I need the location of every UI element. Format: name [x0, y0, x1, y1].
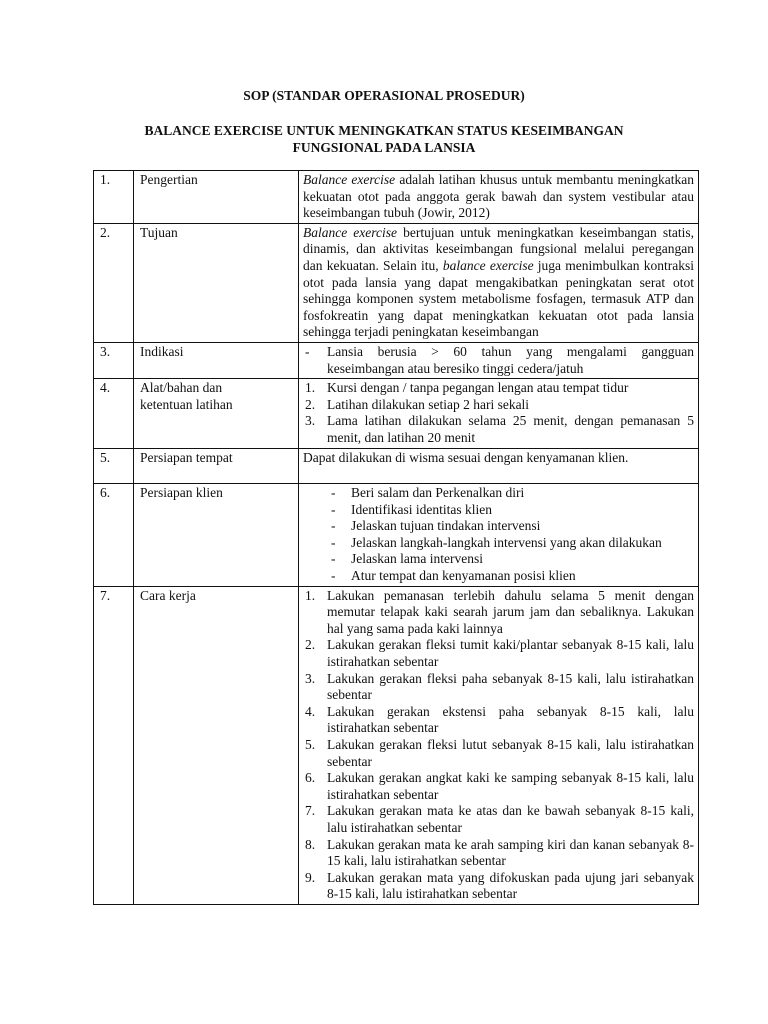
- list-item: [303, 344, 694, 377]
- list-item: [303, 770, 694, 803]
- cara-kerja-list: [303, 588, 694, 903]
- subtitle-line-1: BALANCE EXERCISE UNTUK MENINGKATKAN STATUS KESEIMBANGAN: [144, 123, 624, 138]
- list-item: [303, 502, 694, 519]
- list-item-text: Atur tempat dan kenyamanan posisi klien: [351, 568, 576, 584]
- row-label: Indikasi: [134, 342, 299, 378]
- list-number: 2.: [305, 637, 316, 653]
- list-item-text: Lakukan gerakan fleksi tumit kaki/plantar sebanyak 8-15 kali, lalu istirahatkan sebentar: [327, 637, 694, 670]
- dash-marker: -: [331, 534, 336, 550]
- content-text: juga menimbulkan kontraksi otot pada lansia yang dapat mengakibatkan peningkatan serat otot sehingga komponen system metabolisme fosfagen, termasuk ATP dan fosfokreatin yang dapat meningkatkan kekuatan otot pada lansia sehingga terjadi peningkatan keseimbangan: [303, 257, 694, 340]
- table-row: [94, 342, 699, 378]
- row-number: 2.: [94, 223, 134, 342]
- dash-marker: -: [331, 518, 336, 534]
- dash-marker: -: [331, 568, 336, 584]
- content-text: adalah latihan khusus untuk membantu meningkatkan kekuatan otot pada anggota gerak bawah dan system vestibular atau keseimbangan tubuh (Jowir, 2012): [303, 172, 695, 221]
- list-item-text: Lakukan gerakan angkat kaki ke samping sebanyak 8-15 kali, lalu istirahatkan sebentar: [327, 770, 694, 802]
- subtitle-line-2: FUNGSIONAL PADA LANSIA: [292, 140, 476, 155]
- list-item-text: Jelaskan lama intervensi: [351, 551, 483, 567]
- blank-line: [303, 466, 694, 482]
- list-number: 4.: [305, 703, 316, 719]
- list-item-text: Lakukan gerakan mata ke atas dan ke bawah sebanyak 8-15 kali, lalu istirahatkan sebentar: [327, 803, 694, 835]
- list-item: [303, 637, 694, 670]
- content-text: Dapat dilakukan di wisma sesuai dengan kenyamanan klien.: [303, 449, 629, 465]
- row-number: 5.: [94, 448, 134, 484]
- content-text: bertujuan untuk meningkatkan keseimbangan statis, dinamis, dan aktivitas keseimbangan fungsional melalui peregangan dan kekuatan. Selain itu,: [303, 224, 694, 273]
- row-label: Tujuan: [134, 223, 299, 342]
- list-number: 7.: [305, 803, 316, 819]
- dash-marker: -: [331, 501, 336, 517]
- list-item: [303, 518, 694, 535]
- row-content-pengertian: [299, 171, 699, 224]
- table-row: [94, 586, 699, 904]
- italic-term: Balance exercise: [303, 224, 398, 240]
- row-number: 3.: [94, 342, 134, 378]
- list-item-text: Lakukan gerakan ekstensi paha sebanyak 8-15 kali, lalu istirahatkan sebentar: [327, 703, 694, 736]
- row-label-line: ketentuan latihan: [140, 396, 233, 412]
- row-content-alat: [299, 379, 699, 448]
- list-item: [303, 397, 694, 414]
- list-number: 9.: [305, 869, 316, 885]
- list-item-text: Lakukan gerakan fleksi paha sebanyak 8-15 kali, lalu istirahatkan sebentar: [327, 670, 694, 703]
- dash-marker: -: [305, 343, 310, 359]
- list-item: [303, 588, 694, 638]
- table-row: [94, 223, 699, 342]
- list-item: [303, 671, 694, 704]
- indikasi-list: [303, 344, 694, 377]
- table-row: [94, 171, 699, 224]
- table-row: [94, 484, 699, 587]
- table-row: [94, 448, 699, 484]
- alat-list: [303, 380, 694, 446]
- list-item: [303, 380, 694, 397]
- list-item: [303, 551, 694, 568]
- list-number: 6.: [305, 770, 316, 786]
- row-content-tujuan: [299, 223, 699, 342]
- list-item: [303, 837, 694, 870]
- list-item-text: Lakukan gerakan mata ke arah samping kiri dan kanan sebanyak 8-15 kali, lalu istirahatkan sebentar: [327, 836, 694, 869]
- list-item-text: Jelaskan langkah-langkah intervensi yang akan dilakukan: [351, 534, 662, 550]
- row-label: [134, 379, 299, 448]
- row-number: 6.: [94, 484, 134, 587]
- persiapan-klien-list: [303, 485, 694, 585]
- list-number: 3.: [305, 413, 316, 429]
- list-item-text: Beri salam dan Perkenalkan diri: [351, 485, 525, 501]
- list-item-text: Kursi dengan / tanpa pegangan lengan atau tempat tidur: [327, 380, 629, 396]
- document-subtitle: [0, 122, 768, 156]
- list-number: 1.: [305, 587, 316, 603]
- row-label: Cara kerja: [134, 586, 299, 904]
- dash-marker: -: [331, 485, 336, 501]
- list-item: [303, 737, 694, 770]
- italic-term: Balance exercise: [303, 172, 396, 187]
- list-item: [303, 413, 694, 446]
- list-item-text: Lakukan pemanasan terlebih dahulu selama 5 menit dengan memutar telapak kaki searah jarum jam dan sebaliknya. Lakukan hal yang sama pada kaki lainnya: [327, 587, 694, 636]
- row-number: 7.: [94, 586, 134, 904]
- row-content-persiapan-klien: [299, 484, 699, 587]
- list-item-text: Lansia berusia > 60 tahun yang mengalami gangguan keseimbangan atau beresiko tinggi cedera/jatuh: [327, 343, 694, 376]
- row-label-line: Alat/bahan dan: [140, 380, 223, 396]
- table-row: [94, 379, 699, 448]
- list-number: 5.: [305, 737, 316, 752]
- list-item-text: Identifikasi identitas klien: [351, 501, 492, 517]
- list-item-text: Lakukan gerakan fleksi lutut sebanyak 8-15 kali, lalu istirahatkan sebentar: [327, 737, 694, 769]
- list-item-text: Lama latihan dilakukan selama 25 menit, dengan pemanasan 5 menit, dan latihan 20 menit: [327, 413, 694, 445]
- list-item-text: Lakukan gerakan mata yang difokuskan pada ujung jari sebanyak 8-15 kali, lalu istirahatkan sebentar: [327, 869, 694, 902]
- row-content-cara-kerja: [299, 586, 699, 904]
- row-number: 1.: [94, 171, 134, 224]
- list-number: 1.: [305, 380, 316, 396]
- italic-term: balance exercise: [442, 257, 534, 273]
- row-label: Persiapan klien: [134, 484, 299, 587]
- list-item: [303, 704, 694, 737]
- list-item-text: Latihan dilakukan setiap 2 hari sekali: [327, 396, 530, 412]
- list-item: [303, 803, 694, 836]
- list-number: 2.: [305, 396, 316, 412]
- row-label: Persiapan tempat: [134, 448, 299, 484]
- list-item: [303, 485, 694, 502]
- list-number: 3.: [305, 670, 316, 686]
- list-item: [303, 535, 694, 552]
- sop-table: [93, 170, 699, 905]
- dash-marker: -: [331, 551, 336, 567]
- document-title: SOP (STANDAR OPERASIONAL PROSEDUR): [243, 88, 525, 103]
- list-number: 8.: [305, 836, 316, 852]
- row-content-indikasi: [299, 342, 699, 378]
- list-item-text: Jelaskan tujuan tindakan intervensi: [351, 518, 541, 534]
- row-label: Pengertian: [134, 171, 299, 224]
- row-content-persiapan-tempat: [299, 448, 699, 484]
- row-number: 4.: [94, 379, 134, 448]
- list-item: [303, 568, 694, 585]
- list-item: [303, 870, 694, 903]
